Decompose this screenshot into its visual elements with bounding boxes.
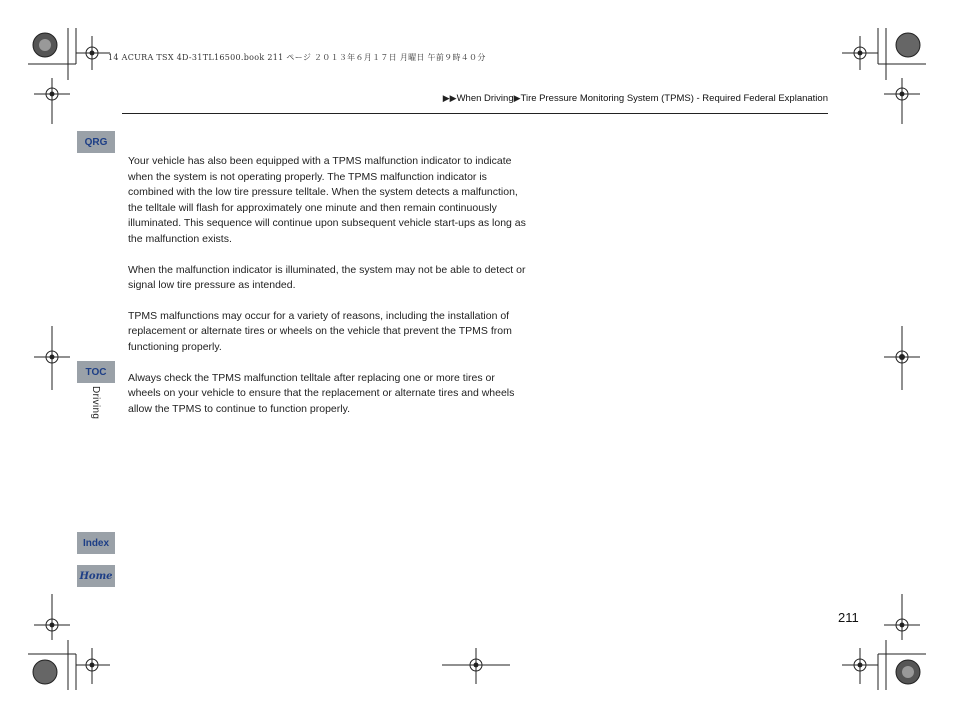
- breadcrumb-section-link[interactable]: When Driving: [456, 93, 514, 104]
- paragraph: Your vehicle has also been equipped with a TPMS malfunction indicator to indicate when the system is not operating properly. The TPMS malfunction indicator is combined with the low tire pressure telltale. When the system detects a malfunction, the telltale will flash for approximately one minute and then remain continuously illuminated. This sequence will continue upon subsequent vehicle start-ups as long as the malfunction exists.: [128, 155, 526, 245]
- page-number: 211: [838, 610, 859, 625]
- toc-button[interactable]: TOC: [77, 361, 115, 383]
- breadcrumb-arrow-icon: ▶: [442, 93, 450, 103]
- breadcrumb-arrow-icon: ▶: [513, 93, 521, 103]
- paragraph: Always check the TPMS malfunction telltale after replacing one or more tires or wheels on your vehicle to ensure that the replacement or alternate tires and wheels allow the TPMS to continue to function properly.: [128, 371, 515, 415]
- body-text: [128, 154, 530, 432]
- print-file-header: 14 ACURA TSX 4D-31TL16500.book 211 ページ ２０１３年６月１７日 月曜日 午前９時４０分: [108, 53, 486, 62]
- paragraph: TPMS malfunctions may occur for a variety of reasons, including the installation of replacement or alternate tires or wheels on the vehicle that prevent the TPMS from functioning properly.: [128, 309, 512, 353]
- breadcrumb: [380, 93, 828, 104]
- index-button[interactable]: Index: [77, 532, 115, 554]
- breadcrumb-arrow-icon: ▶: [449, 93, 457, 103]
- paragraph: When the malfunction indicator is illuminated, the system may not be able to detect or signal low tire pressure as intended.: [128, 263, 526, 292]
- chapter-label: Driving: [90, 386, 101, 420]
- home-button[interactable]: Home: [77, 565, 115, 587]
- qrg-button[interactable]: QRG: [77, 131, 115, 153]
- header-rule: [122, 113, 828, 114]
- breadcrumb-page: Tire Pressure Monitoring System (TPMS) - Required Federal Explanation: [520, 93, 828, 104]
